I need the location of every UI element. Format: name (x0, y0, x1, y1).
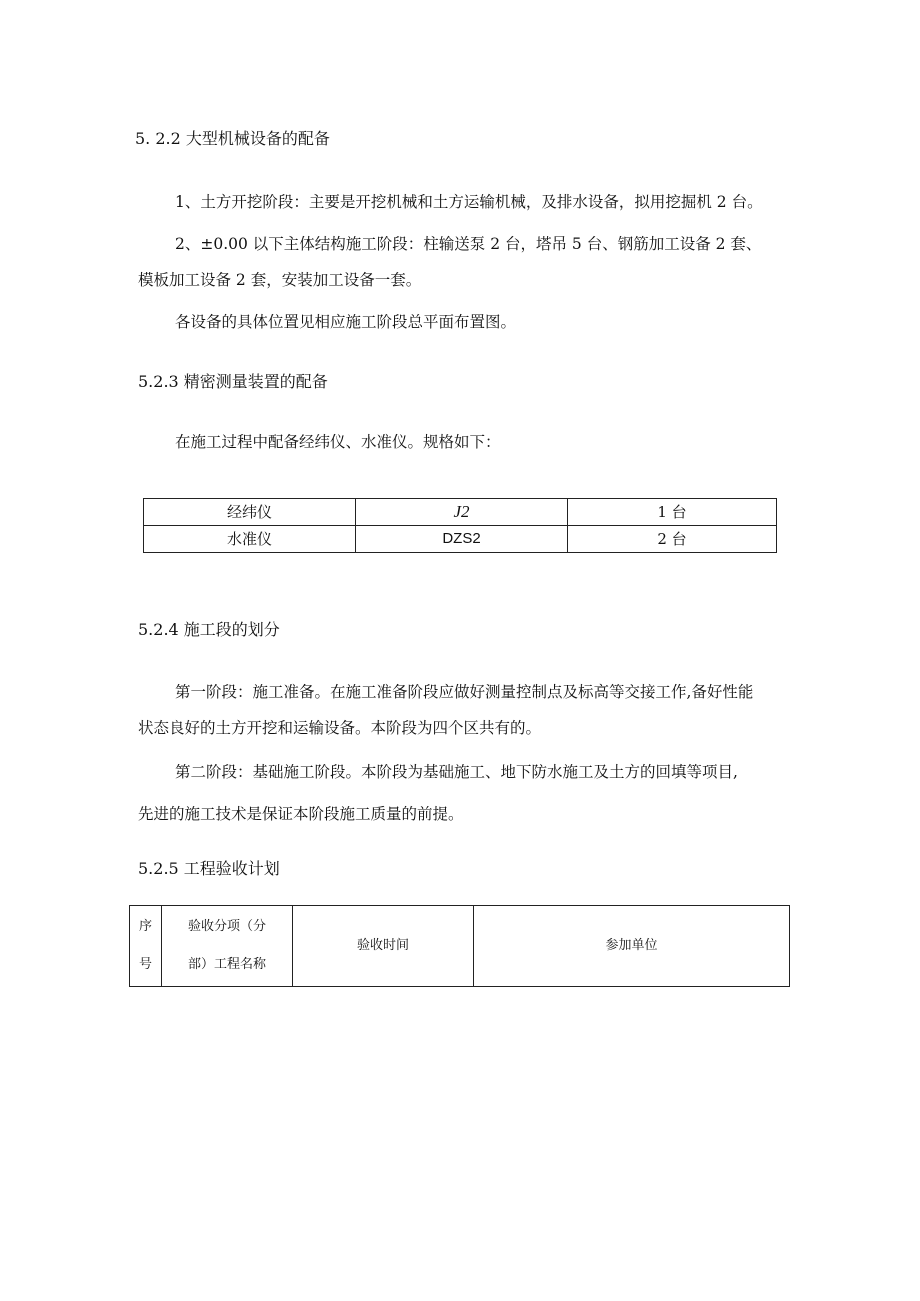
paragraph-structure-line1: 2、±0.00 以下主体结构施工阶段：柱输送泵 2 台，塔吊 5 台、钢筋加工设备 2 套、 (175, 235, 762, 253)
survey-instrument-table (143, 498, 777, 553)
heading-5-2-2: 5. 2.2 大型机械设备的配备 (135, 129, 330, 148)
instrument-name: 经纬仪 (144, 499, 356, 526)
header-item (162, 906, 293, 987)
header-seq-line1: 序 (138, 919, 152, 934)
paragraph-earthwork: 1、土方开挖阶段：主要是开挖机械和土方运输机械，及排水设备，拟用挖掘机 2 台。 (175, 193, 763, 211)
table-row (130, 906, 790, 987)
heading-5-2-5: 5.2.5 工程验收计划 (138, 859, 280, 878)
header-seq (130, 906, 162, 987)
instrument-qty: 1 台 (568, 499, 777, 526)
paragraph-stage1-line2: 状态良好的土方开挖和运输设备。本阶段为四个区共有的。 (138, 719, 542, 737)
header-units: 参加单位 (474, 906, 790, 987)
paragraph-stage1-line1: 第一阶段：施工准备。在施工准备阶段应做好测量控制点及标高等交接工作,备好性能 (175, 683, 754, 701)
heading-5-2-4: 5.2.4 施工段的划分 (138, 620, 280, 639)
paragraph-equipment-location: 各设备的具体位置见相应施工阶段总平面布置图。 (175, 313, 517, 331)
paragraph-stage2-line1: 第二阶段：基础施工阶段。本阶段为基础施工、地下防水施工及土方的回填等项目, (175, 763, 738, 781)
paragraph-stage2-line2: 先进的施工技术是保证本阶段施工质量的前提。 (138, 805, 464, 823)
instrument-model: DZS2 (356, 526, 568, 553)
acceptance-plan-table (129, 905, 790, 987)
header-item-line2: 部）工程名称 (187, 957, 266, 972)
heading-5-2-3: 5.2.3 精密测量装置的配备 (138, 372, 328, 391)
instrument-qty: 2 台 (568, 526, 777, 553)
instrument-model: J2 (356, 499, 568, 526)
paragraph-survey-intro: 在施工过程中配备经纬仪、水准仪。规格如下： (175, 433, 501, 451)
header-item-line1: 验收分项（分 (187, 919, 266, 934)
header-time: 验收时间 (293, 906, 474, 987)
instrument-name: 水准仪 (144, 526, 356, 553)
header-seq-line2: 号 (138, 957, 152, 972)
table-row (144, 499, 777, 526)
table-row (144, 526, 777, 553)
paragraph-structure-line2: 模板加工设备 2 套，安装加工设备一套。 (138, 271, 422, 289)
